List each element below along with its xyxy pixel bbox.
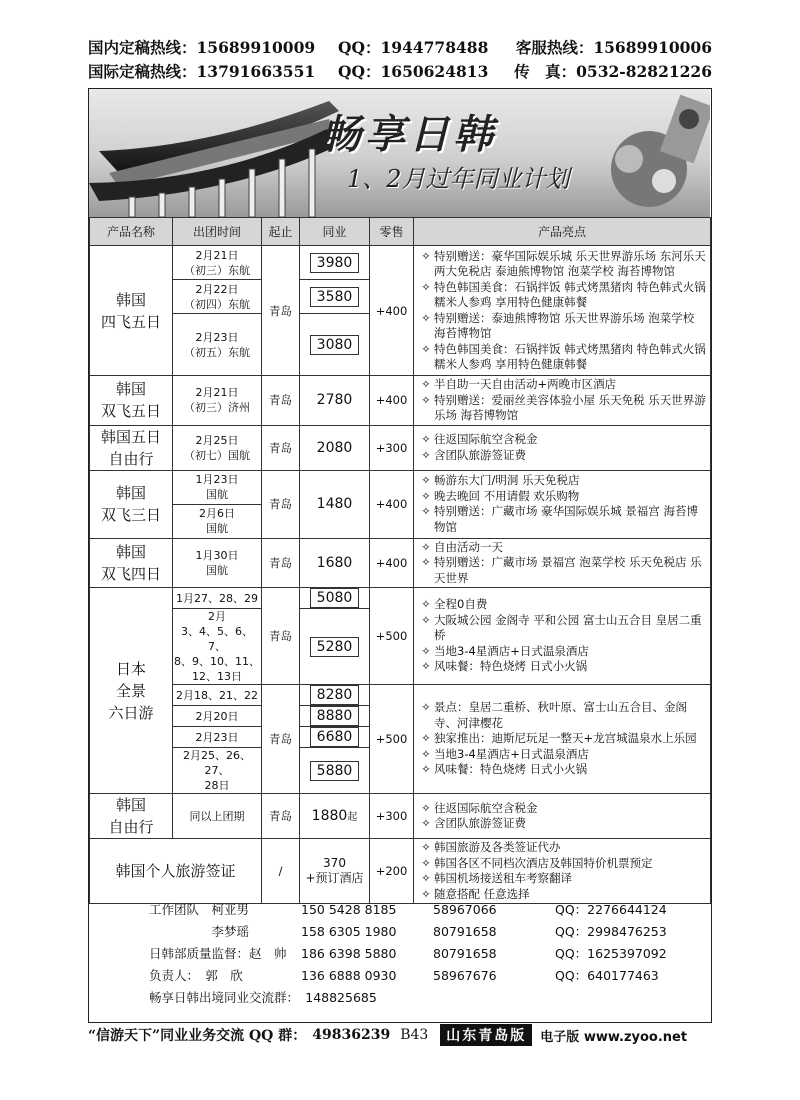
diamond-icon: ✧: [421, 597, 431, 612]
diamond-icon: ✧: [421, 539, 431, 554]
departure-date: 2月25、26、27、 28日: [173, 748, 262, 794]
product-name: 韩国 四飞五日: [90, 246, 173, 376]
highlights: [414, 376, 711, 426]
table-row: [90, 376, 711, 426]
retail-markup: +500: [370, 685, 414, 794]
highlight-text: 往返国际航空含税金: [434, 800, 538, 815]
highlight-text: 特别赠送：广藏市场 景福宫 泡菜学校 乐天免税店 乐天世界: [434, 555, 702, 585]
highlight-text: 当地3-4星酒店+日式温泉酒店: [434, 746, 589, 761]
header-highlights: 产品亮点: [414, 218, 711, 246]
highlight-item: [418, 432, 706, 448]
diamond-icon: ✧: [421, 800, 431, 815]
trade-price: [300, 727, 370, 748]
contact-row: [149, 943, 709, 965]
city: 青岛: [262, 376, 300, 426]
highlights: [414, 538, 711, 588]
highlight-text: 大阪城公园 金阁寺 平和公园 富士山五合目 皇居二重桥: [434, 612, 702, 643]
contact-phone: 58967066: [433, 902, 497, 917]
highlight-item: [418, 700, 706, 731]
product-name: 韩国 自由行: [90, 794, 173, 839]
city: /: [262, 839, 300, 904]
edition-badge: 山东青岛版: [440, 1024, 532, 1046]
contact-name: 李梦瑶: [149, 924, 250, 939]
contact-row: [149, 965, 709, 987]
international-hotline: 国际定稿热线：13791663551: [88, 62, 316, 81]
contact-list: [149, 899, 709, 1009]
contact-mobile: 150 5428 8185: [301, 902, 397, 917]
product-name: 韩国五日 自由行: [90, 425, 173, 470]
highlight-text: 特色韩国美食：石锅拌饭 韩式烤黑猪肉 特色韩式火锅 糯米人参鸡 享用特色健康韩餐: [434, 279, 706, 309]
retail-markup: +300: [370, 425, 414, 470]
contact-qq: QQ：2276644124: [555, 902, 667, 917]
domestic-qq: QQ：1944778488: [338, 38, 489, 57]
highlight-item: [418, 801, 706, 817]
city: 青岛: [262, 538, 300, 588]
highlight-item: [418, 540, 706, 556]
footer-qq-group: 49836239: [312, 1027, 391, 1043]
trade-price-value: 8880: [310, 706, 360, 726]
international-qq: QQ：1650624813: [338, 62, 489, 81]
highlight-item: [418, 555, 706, 586]
trade-price: 2780: [300, 376, 370, 426]
table-header-row: [90, 218, 711, 246]
highlight-item: [418, 871, 706, 887]
banner: [89, 89, 710, 217]
city: 青岛: [262, 470, 300, 538]
diamond-icon: ✧: [421, 447, 431, 462]
diamond-icon: ✧: [421, 555, 431, 569]
highlight-item: [418, 280, 706, 311]
trade-price-value: 3580: [310, 287, 360, 307]
trade-price: [300, 748, 370, 794]
highlights: [414, 588, 711, 685]
highlight-text: 独家推出：迪斯尼玩足一整天+龙宫城温泉水上乐园: [434, 731, 697, 746]
footer-slogan: “信游天下”同业业务交流 QQ 群：: [88, 1028, 307, 1044]
trade-price: [300, 706, 370, 727]
diamond-icon: ✧: [421, 659, 431, 674]
highlight-item: [418, 816, 706, 832]
page-code: B43: [400, 1027, 429, 1043]
highlights: [414, 794, 711, 839]
retail-markup: +300: [370, 794, 414, 839]
highlight-text: 韩国各区不同档次酒店及韩国特价机票预定: [434, 855, 653, 870]
departure-date: 2月23日: [173, 727, 262, 748]
departure-date: 2月21日 （初三）济州: [173, 376, 262, 426]
city: 青岛: [262, 246, 300, 376]
contact-mobile: 186 6398 5880: [301, 946, 397, 961]
trade-price: [300, 246, 370, 280]
departure-date: 2月 3、4、5、6、7、 8、9、10、11、 12、13日: [174, 610, 260, 683]
highlight-text: 风味餐：特色烧烤 日式小火锅: [434, 659, 588, 674]
highlight-item: [418, 448, 706, 464]
food-illustration: [611, 95, 710, 207]
contact-phone: 80791658: [433, 924, 497, 939]
highlight-text: 半自助一天自由活动+两晚市区酒店: [434, 377, 617, 391]
diamond-icon: ✧: [421, 886, 431, 901]
departure-date: 2月25日 （初七）国航: [173, 425, 262, 470]
service-hotline: 客服热线：15689910006: [515, 38, 712, 57]
city: 青岛: [262, 588, 300, 685]
product-name: 韩国 双飞四日: [90, 538, 173, 588]
diamond-icon: ✧: [421, 279, 431, 294]
highlight-item: [418, 762, 706, 778]
highlight-item: [418, 731, 706, 747]
table-row: [90, 839, 711, 904]
departure-date: 1月27、28、29: [173, 588, 262, 609]
table-row: [90, 794, 711, 839]
city: 青岛: [262, 794, 300, 839]
highlight-text: 特别赠送：爱丽丝美容体验小屋 乐天免税 乐天世界游乐场 海苔博物馆: [434, 392, 706, 422]
table-row: [90, 470, 711, 504]
trade-price-value: 8280: [310, 685, 360, 705]
trade-price: 370 +预订酒店: [300, 839, 370, 904]
trade-price-value: 1880: [311, 808, 348, 824]
highlight-text: 畅游东大门/明洞 乐天免税店: [434, 473, 580, 487]
diamond-icon: ✧: [421, 310, 431, 325]
retail-markup: +400: [370, 538, 414, 588]
trade-price: [300, 588, 370, 609]
retail-markup: +200: [370, 839, 414, 904]
departure-date: 2月22日 （初四）东航: [173, 280, 262, 314]
highlights: [414, 685, 711, 794]
highlight-text: 特别赠送：广藏市场 豪华国际娱乐城 景福宫 海苔博物馆: [434, 504, 698, 534]
highlight-text: 韩国旅游及各类签证代办: [434, 840, 561, 854]
product-table: [89, 217, 711, 904]
footer: [88, 1024, 712, 1046]
highlight-item: [418, 747, 706, 763]
diamond-icon: ✧: [421, 377, 431, 391]
hotlines: [88, 36, 712, 84]
hotline-row-1: [88, 36, 712, 60]
product-name: 日本 全景 六日游: [90, 588, 173, 794]
retail-markup: +400: [370, 376, 414, 426]
highlight-item: [418, 489, 706, 505]
highlight-item: [418, 249, 706, 280]
diamond-icon: ✧: [421, 341, 431, 356]
contact-phone: 58967676: [433, 968, 497, 983]
highlight-text: 晚去晚回 不用请假 欢乐购物: [434, 488, 580, 503]
contact-mobile: 158 6305 1980: [301, 924, 397, 939]
table-row: [90, 425, 711, 470]
trade-price-value: 3080: [310, 335, 360, 355]
departure-date: 2月23日 （初五）东航: [173, 314, 262, 376]
domestic-hotline: 国内定稿热线：15689910009: [88, 38, 316, 57]
trade-price: [300, 685, 370, 706]
departure-date: 2月21日 （初三）东航: [173, 246, 262, 280]
diamond-icon: ✧: [421, 612, 431, 627]
diamond-icon: ✧: [421, 840, 431, 854]
diamond-icon: ✧: [421, 746, 431, 761]
header-product-name: 产品名称: [90, 218, 173, 246]
highlight-item: [418, 840, 706, 856]
highlight-text: 含团队旅游签证费: [434, 816, 526, 830]
exchange-group: 畅享日韩出境同业交流群： 148825685: [149, 990, 377, 1005]
diamond-icon: ✧: [421, 643, 431, 658]
retail-markup: +500: [370, 588, 414, 685]
contact-phone: 80791658: [433, 946, 497, 961]
contact-row: [149, 899, 709, 921]
highlight-item: [418, 856, 706, 872]
contact-qq: QQ：1625397092: [555, 946, 667, 961]
trade-price: 1680: [300, 538, 370, 588]
header-departure: 出团时间: [173, 218, 262, 246]
diamond-icon: ✧: [421, 855, 431, 870]
table-row: [90, 685, 711, 706]
trade-price-value: 5280: [310, 637, 360, 657]
retail-markup: +400: [370, 470, 414, 538]
highlight-item: [418, 377, 706, 393]
highlight-item: [418, 644, 706, 660]
highlight-text: 特别赠送：泰迪熊博物馆 乐天世界游乐场 泡菜学校 海苔博物馆: [434, 310, 695, 340]
trade-price-value: 5080: [310, 588, 360, 608]
trade-price: 2080: [300, 425, 370, 470]
highlight-item: [418, 613, 706, 644]
contact-name: 负责人： 郭 欣: [149, 968, 243, 983]
advert-frame: [88, 88, 712, 1023]
banner-title: 畅享日韩: [321, 111, 497, 158]
trade-price: [300, 314, 370, 376]
contact-qq: QQ：2998476253: [555, 924, 667, 939]
contact-row: [149, 921, 709, 943]
diamond-icon: ✧: [421, 392, 431, 407]
diamond-icon: ✧: [421, 504, 431, 518]
fax-line: 传 真：0532-82821226: [514, 62, 712, 81]
product-name: 韩国 双飞三日: [90, 470, 173, 538]
trade-price: [300, 609, 370, 685]
highlight-text: 韩国机场接送租车考察翻译: [434, 871, 572, 885]
diamond-icon: ✧: [421, 816, 431, 830]
diamond-icon: ✧: [421, 700, 431, 715]
highlight-text: 往返国际航空含税金: [434, 432, 538, 446]
city: 青岛: [262, 425, 300, 470]
header-retail: 零售: [370, 218, 414, 246]
trade-price-value: 5880: [310, 761, 360, 781]
trade-price: [300, 280, 370, 314]
header-trade-price: 同业: [300, 218, 370, 246]
website-link[interactable]: 电子版 www.zyoo.net: [540, 1029, 688, 1045]
highlight-item: [418, 342, 706, 373]
highlight-text: 风味餐：特色烧烤 日式小火锅: [434, 762, 588, 777]
retail-markup: +400: [370, 246, 414, 376]
contact-mobile: 136 6888 0930: [301, 968, 397, 983]
diamond-icon: ✧: [421, 871, 431, 885]
highlight-text: 特色韩国美食：石锅拌饭 韩式烤黑猪肉 特色韩式火锅 糯米人参鸡 享用特色健康韩餐: [434, 341, 706, 371]
diamond-icon: ✧: [421, 473, 431, 487]
highlights: [414, 839, 711, 904]
diamond-icon: ✧: [421, 248, 431, 263]
price-suffix: 起: [347, 812, 358, 823]
highlight-text: 特别赠送：豪华国际娱乐城 乐天世界游乐场 东河乐天两大免税店 泰迪熊博物馆 泡菜学校 海苔博物馆: [434, 248, 706, 278]
city: 青岛: [262, 685, 300, 794]
trade-price-value: 6680: [310, 727, 360, 747]
highlight-text: 含团队旅游签证费: [434, 447, 526, 462]
departure-date: 1月23日 国航: [173, 470, 262, 504]
product-name: 韩国个人旅游签证: [90, 839, 262, 904]
departure-date: 2月18、21、22: [173, 685, 262, 706]
highlight-item: [418, 504, 706, 535]
highlights: [414, 470, 711, 538]
table-row: [90, 538, 711, 588]
highlights: [414, 246, 711, 376]
highlights: [414, 425, 711, 470]
table-row: [90, 246, 711, 280]
trade-price: 1480: [300, 470, 370, 538]
diamond-icon: ✧: [421, 488, 431, 503]
diamond-icon: ✧: [421, 762, 431, 777]
header-city: 起止: [262, 218, 300, 246]
highlight-item: [418, 597, 706, 613]
trade-price: [300, 794, 370, 839]
highlight-text: 全程0自费: [434, 597, 488, 612]
departure-date: 2月6日 国航: [173, 504, 262, 538]
table-row: [90, 588, 711, 609]
diamond-icon: ✧: [421, 432, 431, 446]
departure-date: 1月30日 国航: [173, 538, 262, 588]
highlight-item: [418, 393, 706, 424]
highlight-text: 当地3-4星酒店+日式温泉酒店: [434, 643, 589, 658]
trade-price-value: 3980: [310, 253, 360, 273]
highlight-text: 随意搭配 任意选择: [434, 886, 530, 901]
group-row: [149, 987, 709, 1009]
hotline-row-2: [88, 60, 712, 84]
departure-date: 2月20日: [173, 706, 262, 727]
highlight-item: [418, 473, 706, 489]
contact-name: 日韩部质量监督：赵 帅: [149, 946, 287, 961]
highlight-item: [418, 659, 706, 675]
product-name: 韩国 双飞五日: [90, 376, 173, 426]
highlight-text: 自由活动一天: [434, 539, 503, 554]
diamond-icon: ✧: [421, 731, 431, 746]
departure-date: 同以上团期: [173, 794, 262, 839]
banner-subtitle: 1、2月过年同业计划: [347, 165, 570, 193]
contact-qq: QQ：640177463: [555, 968, 659, 983]
highlight-text: 景点：皇居二重桥、秋叶原、富士山五合目、金阁寺、河津樱花: [434, 700, 687, 730]
highlight-item: [418, 311, 706, 342]
contact-name: 工作团队 柯亚男: [149, 902, 250, 917]
